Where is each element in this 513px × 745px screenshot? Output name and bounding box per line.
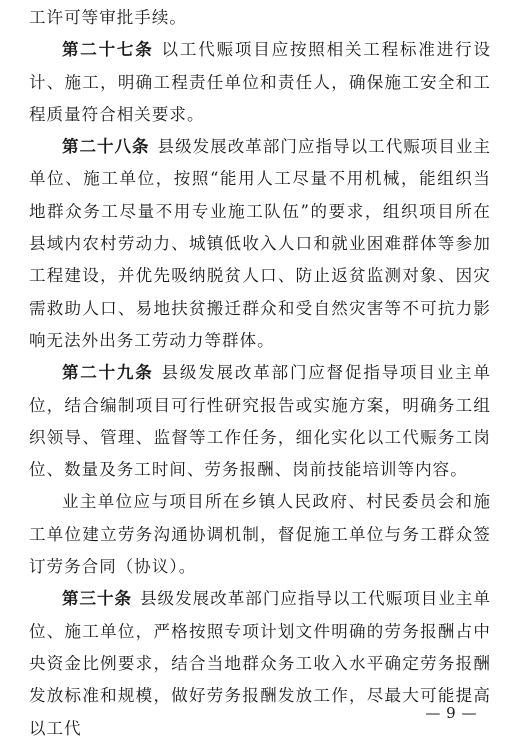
paragraph <box>29 2 491 34</box>
article-29-paragraph <box>29 357 491 486</box>
article-28-paragraph <box>29 131 491 357</box>
paragraph <box>29 486 491 583</box>
article-number: 第二十七条 <box>62 40 154 60</box>
article-number: 第二十九条 <box>62 363 154 383</box>
paragraph-text: 以工代赈项目应按照相关工程标准进行设计、施工，明确工程责任单位和责任人，确保施工安全和工程质量符合相关要求。 <box>29 40 491 124</box>
paragraph-text: 工许可等审批手续。 <box>29 8 187 27</box>
paragraph-text: 县级发展改革部门应指导以工代赈项目业主单位、施工单位，严格按照专项计划文件明确的劳务报酬占中央资金比例要求，结合当地群众务工收入水平确定劳务报酬发放标准和规模，做好劳务报酬发放工作，尽最大可能提高以工代 <box>29 589 491 738</box>
paragraph-text: 县级发展改革部门应督促指导项目业主单位，结合编制项目可行性研究报告或实施方案，明确务工组织领导、管理、监督等工作任务，细化实化以工代赈务工岗位、数量及务工时间、劳务报酬、岗前技能培训等内容。 <box>29 363 491 480</box>
page-number: — 9 — <box>425 704 477 722</box>
article-30-paragraph <box>29 583 491 744</box>
article-number: 第三十条 <box>62 589 132 609</box>
article-27-paragraph <box>29 34 491 131</box>
document-body <box>29 2 491 745</box>
paragraph-text: 县级发展改革部门应指导以工代赈项目业主单位、施工单位，按照“能用人工尽量不用机械，能组织当地群众务工尽量不用专业施工队伍”的要求，组织项目所在县域内农村劳动力、城镇低收入人口和就业困难群体等参加工程建设，并优先吸纳脱贫人口、防止返贫监测对象、因灾需救助人口、易地扶贫搬迁群众和受自然灾害等不可抗力影响无法外出务工劳动力等群体。 <box>29 137 492 350</box>
article-number: 第二十八条 <box>62 137 150 157</box>
paragraph-text: 业主单位应与项目所在乡镇人民政府、村民委员会和施工单位建立劳务沟通协调机制，督促施工单位与务工群众签订劳务合同（协议）。 <box>29 492 491 577</box>
